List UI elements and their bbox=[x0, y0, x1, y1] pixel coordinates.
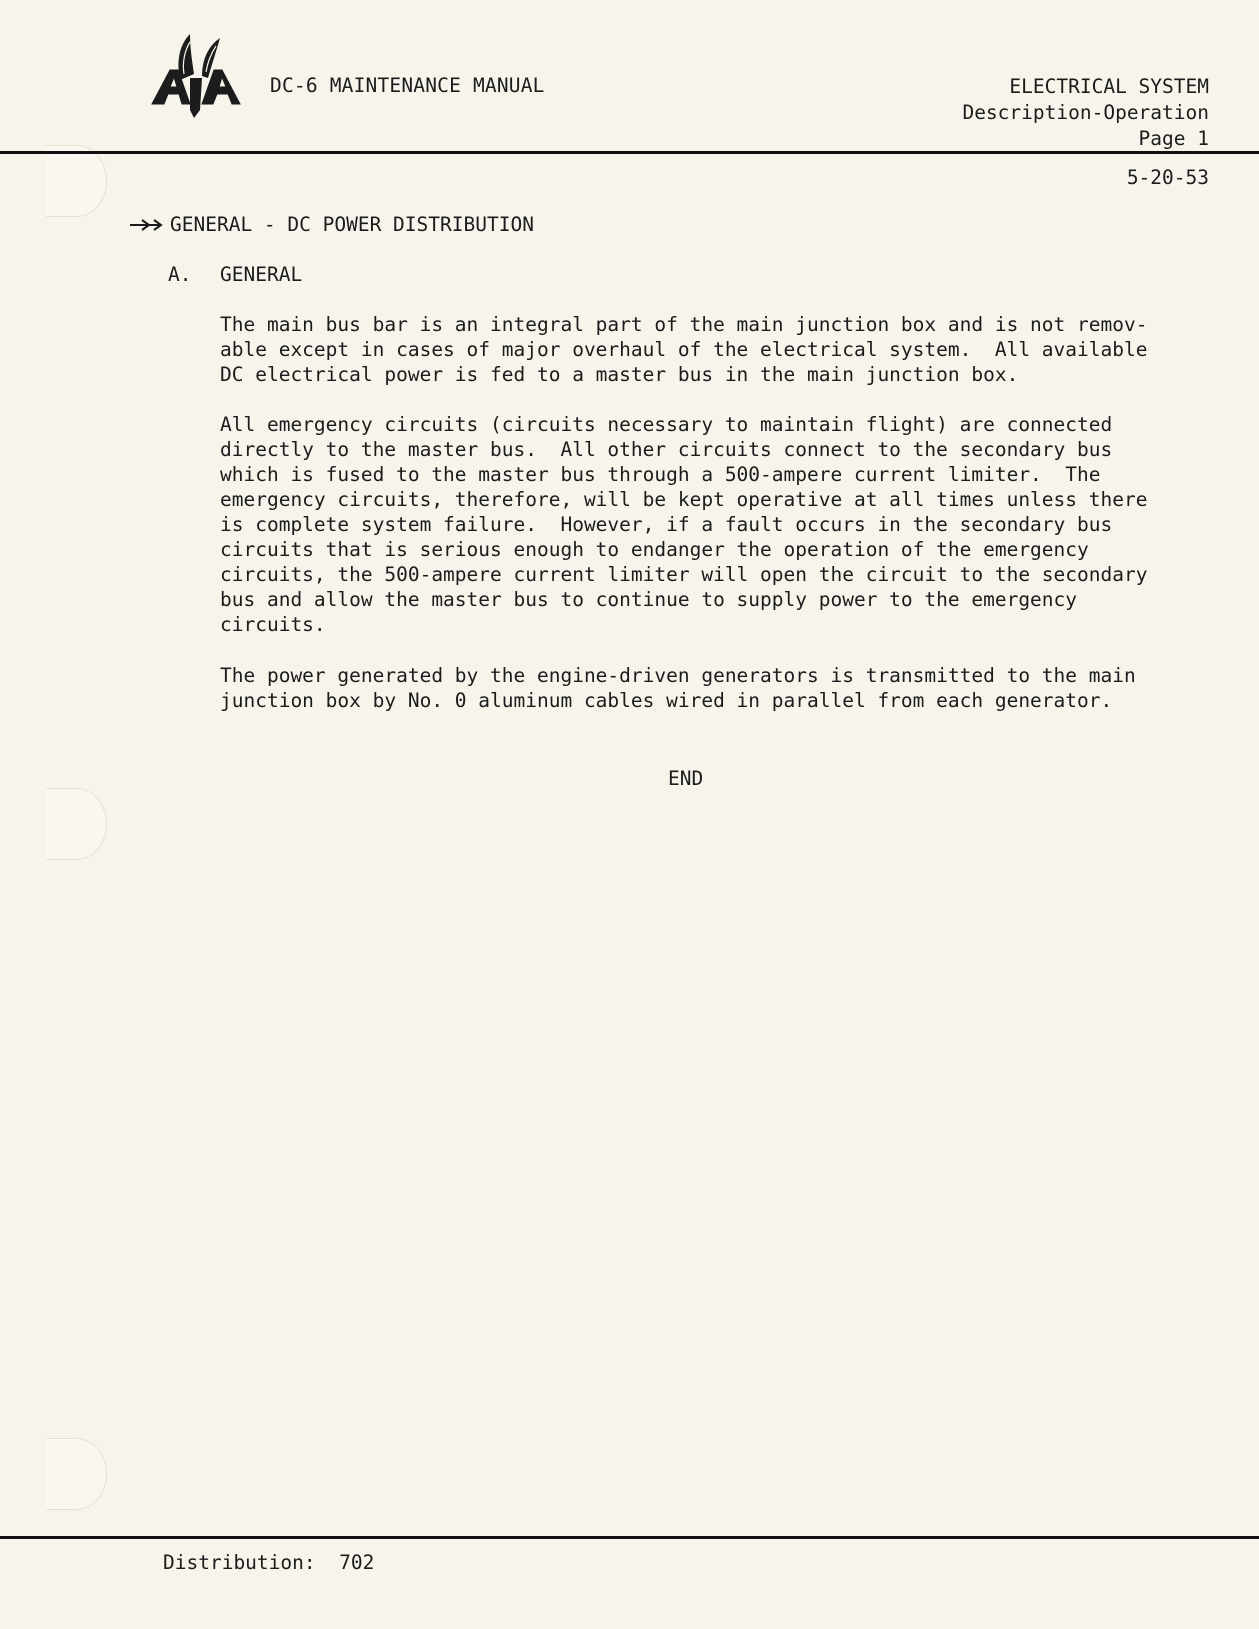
airline-eagle-logo bbox=[150, 30, 242, 122]
paragraph-line: emergency circuits, therefore, will be kept operative at all times unless there bbox=[220, 488, 1148, 511]
revision-arrow-icon bbox=[130, 218, 164, 232]
paragraph-line: directly to the master bus. All other circuits connect to the secondary bus bbox=[220, 438, 1113, 461]
sub-heading-letter: A. bbox=[168, 263, 192, 286]
subsection-name: Description-Operation bbox=[962, 101, 1209, 124]
distribution-label: Distribution: bbox=[163, 1551, 316, 1574]
paragraph-line: circuits. bbox=[220, 613, 326, 636]
manual-title: DC-6 MAINTENANCE MANUAL bbox=[270, 74, 545, 97]
paragraph-1 bbox=[220, 312, 1210, 387]
paragraph-2 bbox=[220, 412, 1210, 637]
section-name: ELECTRICAL SYSTEM bbox=[1009, 75, 1209, 98]
paragraph-line: circuits that is serious enough to endanger the operation of the emergency bbox=[220, 538, 1089, 561]
paragraph-line: All emergency circuits (circuits necessary to maintain flight) are connected bbox=[220, 413, 1113, 436]
distribution-line bbox=[163, 1551, 374, 1574]
revision-date: 5-20-53 bbox=[1126, 166, 1209, 189]
paragraph-line: circuits, the 500-ampere current limiter will open the circuit to the secondary bbox=[220, 563, 1148, 586]
paragraph-line: bus and allow the master bus to continue to supply power to the emergency bbox=[220, 588, 1078, 611]
paragraph-line: DC electrical power is fed to a master bus in the main junction box. bbox=[220, 363, 1019, 386]
header-rule bbox=[0, 151, 1259, 154]
sub-heading bbox=[168, 263, 302, 286]
page-number: Page 1 bbox=[1138, 127, 1209, 150]
punch-hole-middle bbox=[46, 788, 107, 860]
section-heading bbox=[130, 213, 534, 236]
paragraph-line: The main bus bar is an integral part of the main junction box and is not remov- bbox=[220, 313, 1148, 336]
paragraph-line: which is fused to the master bus through a 500-ampere current limiter. The bbox=[220, 463, 1101, 486]
distribution-value: 702 bbox=[339, 1551, 375, 1574]
sub-heading-title: GENERAL bbox=[220, 263, 303, 286]
paragraph-line: junction box by No. 0 aluminum cables wired in parallel from each generator. bbox=[220, 689, 1113, 712]
paragraph-line: able except in cases of major overhaul of the electrical system. All available bbox=[220, 338, 1148, 361]
paragraph-line: The power generated by the engine-driven generators is transmitted to the main bbox=[220, 664, 1136, 687]
paragraph-3 bbox=[220, 663, 1210, 713]
paragraph-line: is complete system failure. However, if a fault occurs in the secondary bus bbox=[220, 513, 1113, 536]
punch-hole-bottom bbox=[46, 1438, 107, 1510]
section-title: GENERAL - DC POWER DISTRIBUTION bbox=[170, 213, 534, 236]
end-marker: END bbox=[668, 767, 704, 790]
footer-rule bbox=[0, 1536, 1259, 1539]
header-section-block bbox=[962, 74, 1209, 152]
punch-hole-top bbox=[46, 145, 107, 217]
